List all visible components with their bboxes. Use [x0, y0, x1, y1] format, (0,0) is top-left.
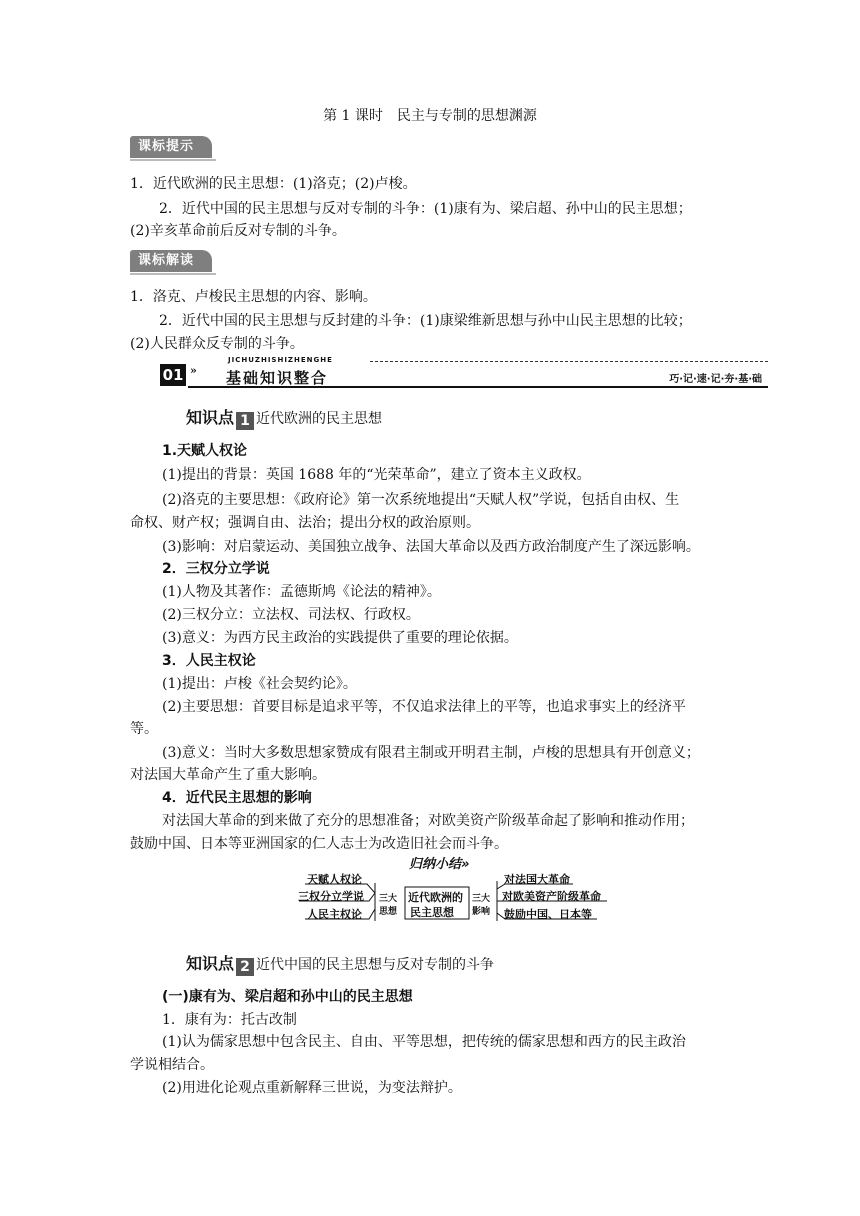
standard-line-1: 1．近代欧洲的民主思想：(1)洛克；(2)卢梭。 — [130, 176, 417, 192]
heading-natural-rights: 1.天赋人权论 — [162, 443, 248, 459]
banner-dashed-rule — [370, 361, 768, 362]
body-line: (3)影响：对启蒙运动、美国独立战争、法国大革命以及西方政治制度产生了深远影响。 — [162, 539, 700, 555]
body-line: 鼓励中国、日本等亚洲国家的仁人志士为改造旧社会而斗争。 — [130, 836, 508, 852]
banner-title: 基础知识整合 — [226, 369, 329, 387]
kp-word: 知识点 — [186, 954, 235, 973]
body-line: 等。 — [130, 721, 158, 737]
body-line: (2)洛克的主要思想：《政府论》第一次系统地提出“天赋人权”学说，包括自由权、生 — [162, 492, 680, 508]
page-title: 第 1 课时 民主与专制的思想渊源 — [323, 108, 537, 124]
kp-word: 知识点 — [186, 408, 235, 427]
body-line: (2)用进化论观点重新解释三世说，为变法辩护。 — [162, 1080, 462, 1096]
summary-right-2: 对欧美资产阶级革命 — [502, 890, 601, 903]
summary-thought: 思想 — [379, 907, 398, 917]
body-line: (3)意义：当时大多数思想家赞成有限君主制或开明君主制，卢梭的思想具有开创意义； — [162, 745, 700, 761]
heading-influence: 4．近代民主思想的影响 — [162, 790, 312, 806]
summary-three-big-1: 三大 — [379, 894, 398, 904]
body-line: (1)人物及其著作：孟德斯鸠《论法的精神》。 — [162, 584, 441, 600]
body-line: 命权、财产权；强调自由、法治；提出分权的政治原则。 — [130, 515, 480, 531]
summary-diagram — [297, 853, 609, 923]
body-line: (2)主要思想：首要目标是追求平等，不仅追求法律上的平等，也追求事实上的经济平 — [162, 699, 686, 715]
summary-right-3: 鼓励中国、日本等 — [504, 908, 592, 921]
kp-number-badge: 2 — [236, 958, 254, 976]
summary-left-2: 三权分立学说 — [298, 890, 364, 903]
body-line: 1．康有为：托古改制 — [162, 1012, 297, 1028]
double-chevron-icon: » — [461, 857, 470, 872]
summary-title: 归纳小结» — [409, 857, 470, 872]
heading-popular-sovereignty: 3．人民主权论 — [162, 653, 256, 669]
body-line: 学说相结合。 — [130, 1057, 214, 1073]
body-line: 对法国大革命产生了重大影响。 — [130, 767, 326, 783]
heading-separation-of-powers: 2．三权分立学说 — [162, 561, 270, 577]
reading-line-1: 1．洛克、卢梭民主思想的内容、影响。 — [130, 289, 377, 305]
knowledge-point-1 — [186, 405, 382, 431]
knowledge-point-2 — [186, 951, 494, 977]
tag-standard-reading: 课标解读 — [130, 250, 212, 272]
reading-line-3: (2)人民群众反专制的斗争。 — [130, 336, 304, 352]
banner-slogan: 巧·记·速·记·夯·基·础 — [669, 374, 762, 385]
summary-left-1: 天赋人权论 — [307, 873, 362, 886]
banner-number: 01 — [160, 364, 186, 386]
summary-center-2: 民主思想 — [410, 906, 454, 919]
banner-rule — [188, 386, 768, 388]
section-banner — [160, 356, 768, 392]
tag-standard-hint: 课标提示 — [130, 136, 212, 158]
standard-line-3: (2)辛亥革命前后反对专制的斗争。 — [130, 223, 346, 239]
summary-center-1: 近代欧洲的 — [408, 891, 463, 904]
kp-number-badge: 1 — [236, 412, 254, 430]
reading-line-2: 2．近代中国的民主思想与反封建的斗争：(1)康梁维新思想与孙中山民主思想的比较； — [159, 313, 692, 329]
summary-right-1: 对法国大革命 — [504, 873, 570, 886]
standard-line-2: 2．近代中国的民主思想与反对专制的斗争：(1)康有为、梁启超、孙中山的民主思想； — [159, 201, 692, 217]
summary-three-big-2: 三大 — [472, 894, 491, 904]
heading-kang-liang-sun: (一)康有为、梁启超和孙中山的民主思想 — [162, 989, 413, 1005]
body-line: (1)提出的背景：英国 1688 年的“光荣革命”，建立了资本主义政权。 — [162, 467, 591, 483]
summary-influence: 影响 — [472, 907, 491, 917]
kp-title: 近代欧洲的民主思想 — [256, 411, 383, 427]
body-line: (1)认为儒家思想中包含民主、自由、平等思想，把传统的儒家思想和西方的民主政治 — [162, 1034, 686, 1050]
body-line: (3)意义：为西方民主政治的实践提供了重要的理论依据。 — [162, 630, 518, 646]
body-line: (1)提出：卢梭《社会契约论》。 — [162, 676, 357, 692]
summary-left-3: 人民主权论 — [307, 908, 362, 921]
body-line: 对法国大革命的到来做了充分的思想准备；对欧美资产阶级革命起了影响和推动作用； — [162, 813, 694, 829]
body-line: (2)三权分立：立法权、司法权、行政权。 — [162, 607, 420, 623]
kp-title: 近代中国的民主思想与反对专制的斗争 — [256, 957, 495, 973]
banner-pinyin: JICHUZHISHIZHENGHE — [228, 356, 333, 364]
double-chevron-icon: » — [190, 364, 197, 377]
